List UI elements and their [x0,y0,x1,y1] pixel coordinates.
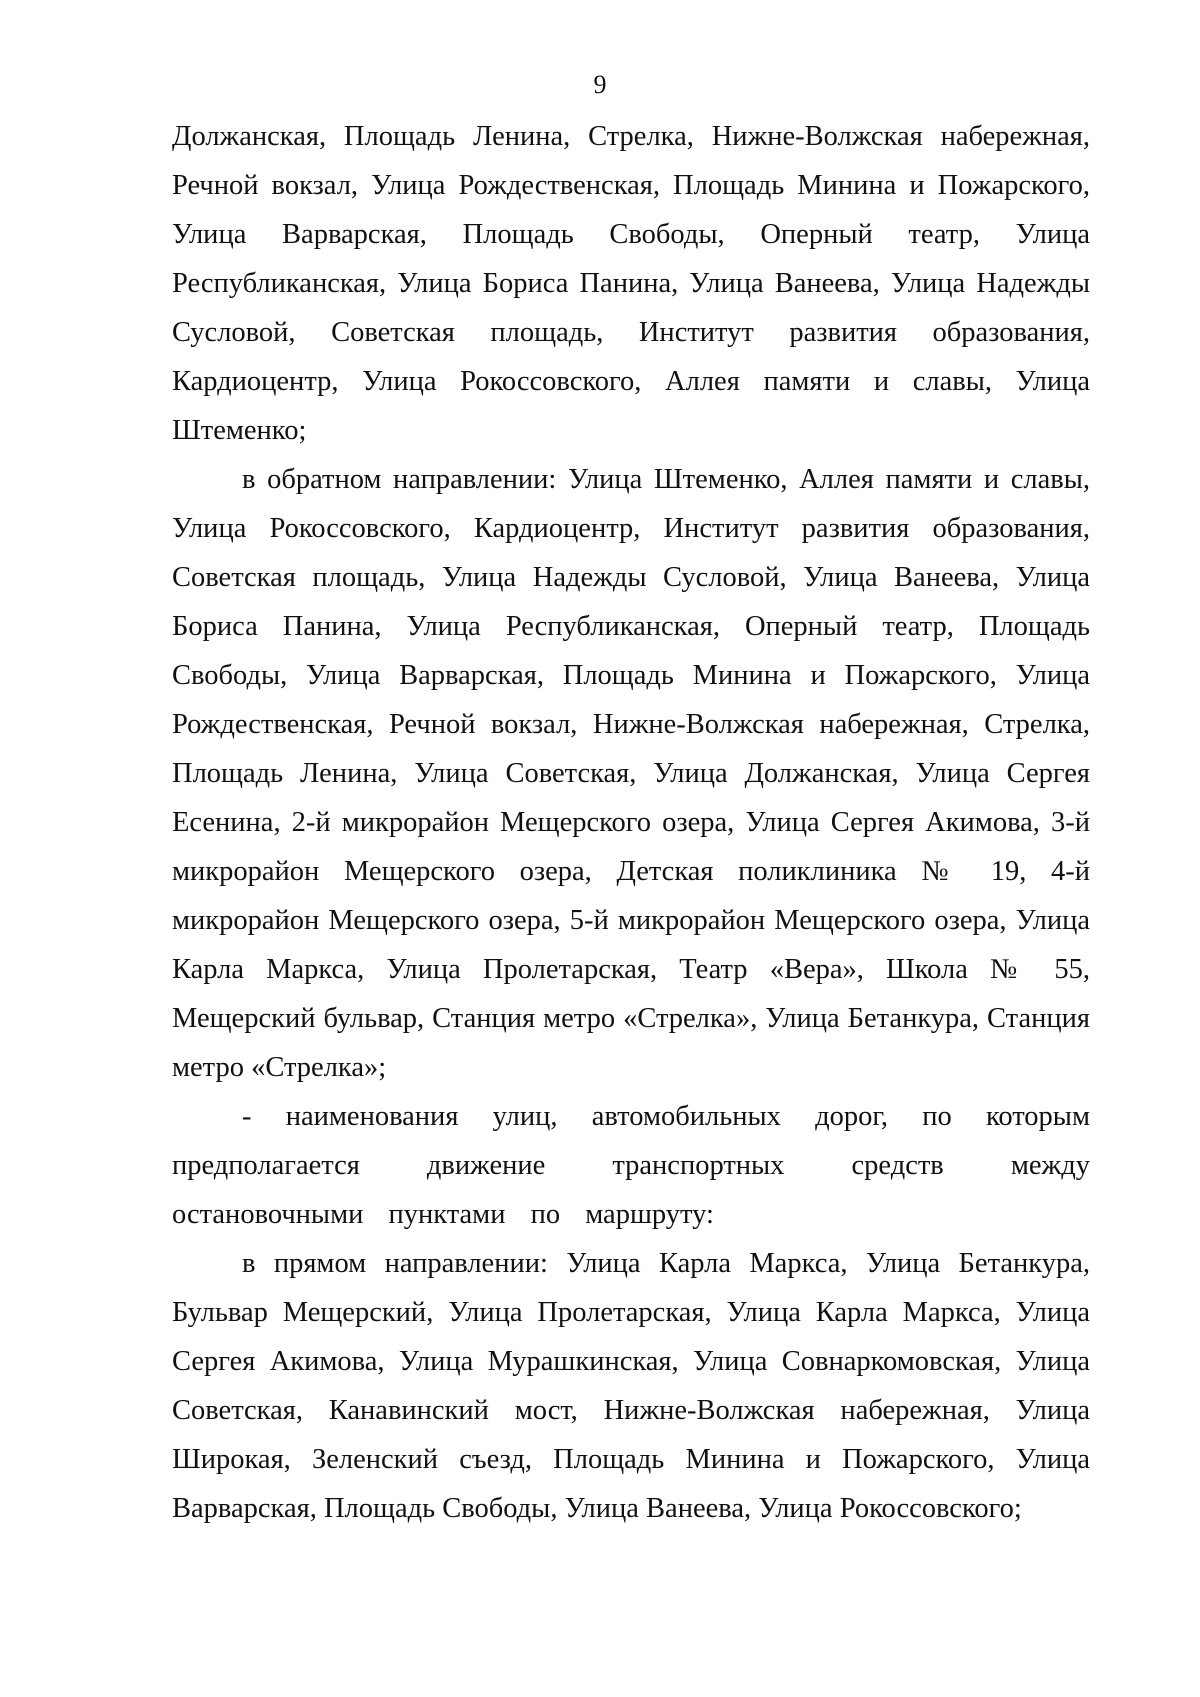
paragraph-forward-streets: в прямом направлении: Улица Карла Маркса, Улица Бетанкура, Бульвар Мещерский, Улица Пролетарская, Улица Карла Маркса, Улица Сергея Акимова, Улица Мурашкинская, Улица Совнаркомовская, Улица Советская, Канавинский мост, Нижне-Волжская набережная, Улица Широкая, Зеленский съезд, Площадь Минина и Пожарского, Улица Варварская, Площадь Свободы, Улица Ванеева, Улица Рокоссовского; [172,1248,1090,1524]
paragraph-reverse-stops: в обратном направлении: Улица Штеменко, Аллея памяти и славы, Улица Рокоссовского, Кардиоцентр, Институт развития образования, Советская площадь, Улица Надежды Сусловой, Улица Ванеева, Улица Бориса Панина, Улица Республиканская, Оперный театр, Площадь Свободы, Улица Варварская, Площадь Минина и Пожарского, Улица Рождественская, Речной вокзал, Нижне-Волжская набережная, Стрелка, Площадь Ленина, Улица Советская, Улица Должанская, Улица Сергея Есенина, 2-й микрорайон Мещерского озера, Улица Сергея Акимова, 3-й микрорайон Мещерского озера, Детская поликлиника № 19, 4-й микрорайон Мещерского озера, 5-й микрорайон Мещерского озера, Улица Карла Маркса, Улица Пролетарская, Театр «Вера», Школа № 55, Мещерский бульвар, Станция метро «Стрелка», Улица Бетанкура, Станция метро «Стрелка»; [172,464,1090,1083]
paragraph-forward-stops-continued: Должанская, Площадь Ленина, Стрелка, Нижне-Волжская набережная, Речной вокзал, Улица Рождественская, Площадь Минина и Пожарского, Улица Варварская, Площадь Свободы, Оперный театр, Улица Республиканская, Улица Бориса Панина, Улица Ванеева, Улица Надежды Сусловой, Советская площадь, Институт развития образования, Кардиоцентр, Улица Рокоссовского, Аллея памяти и славы, Улица Штеменко; [172,121,1090,446]
document-body [172,112,1090,1533]
paragraph-street-names-intro: - наименования улиц, автомобильных дорог, по которым предполагается движение транспортных средств между остановочными пунктами по маршруту: [172,1101,1090,1230]
page-number: 9 [593,70,607,99]
